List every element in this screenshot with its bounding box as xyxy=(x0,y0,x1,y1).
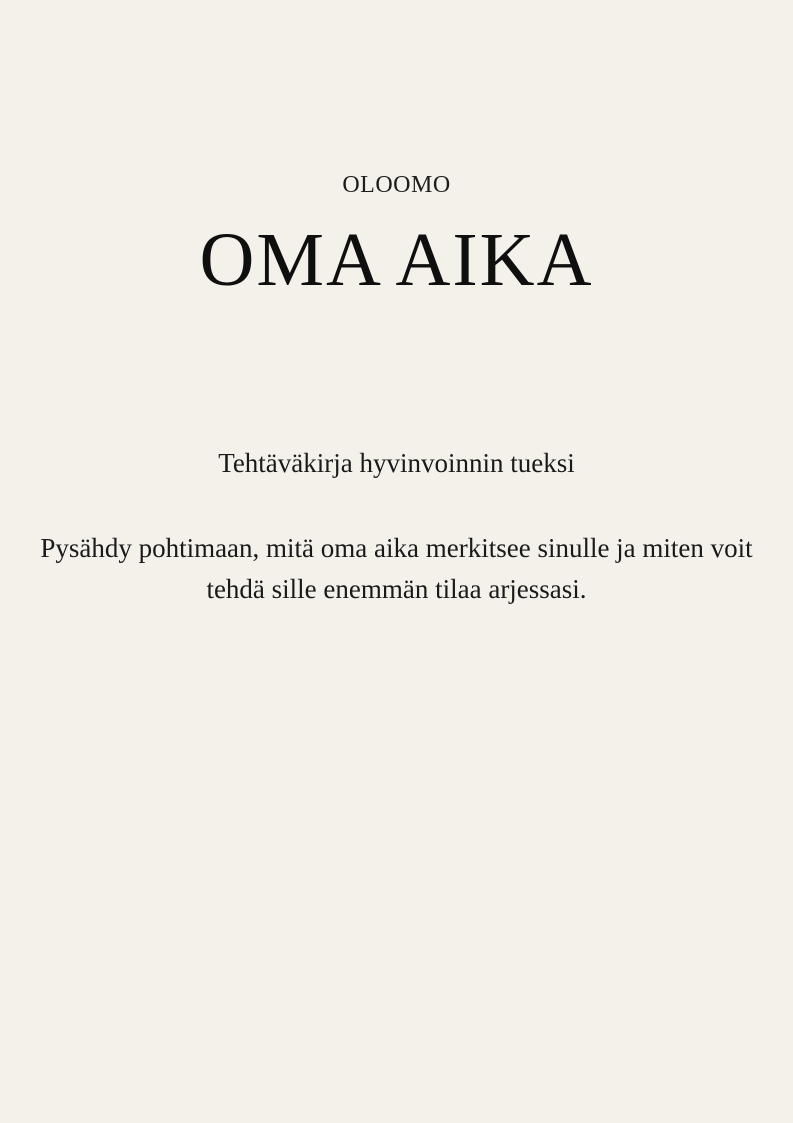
brand-name: OLOOMO xyxy=(342,172,451,198)
document-title: OMA AIKA xyxy=(199,218,594,302)
document-subtitle: Tehtäväkirja hyvinvoinnin tueksi xyxy=(218,448,575,478)
document-description: Pysähdy pohtimaan, mitä oma aika merkitsee sinulle ja miten voit tehdä sille enemmän tilaa arjessasi. xyxy=(40,533,753,604)
